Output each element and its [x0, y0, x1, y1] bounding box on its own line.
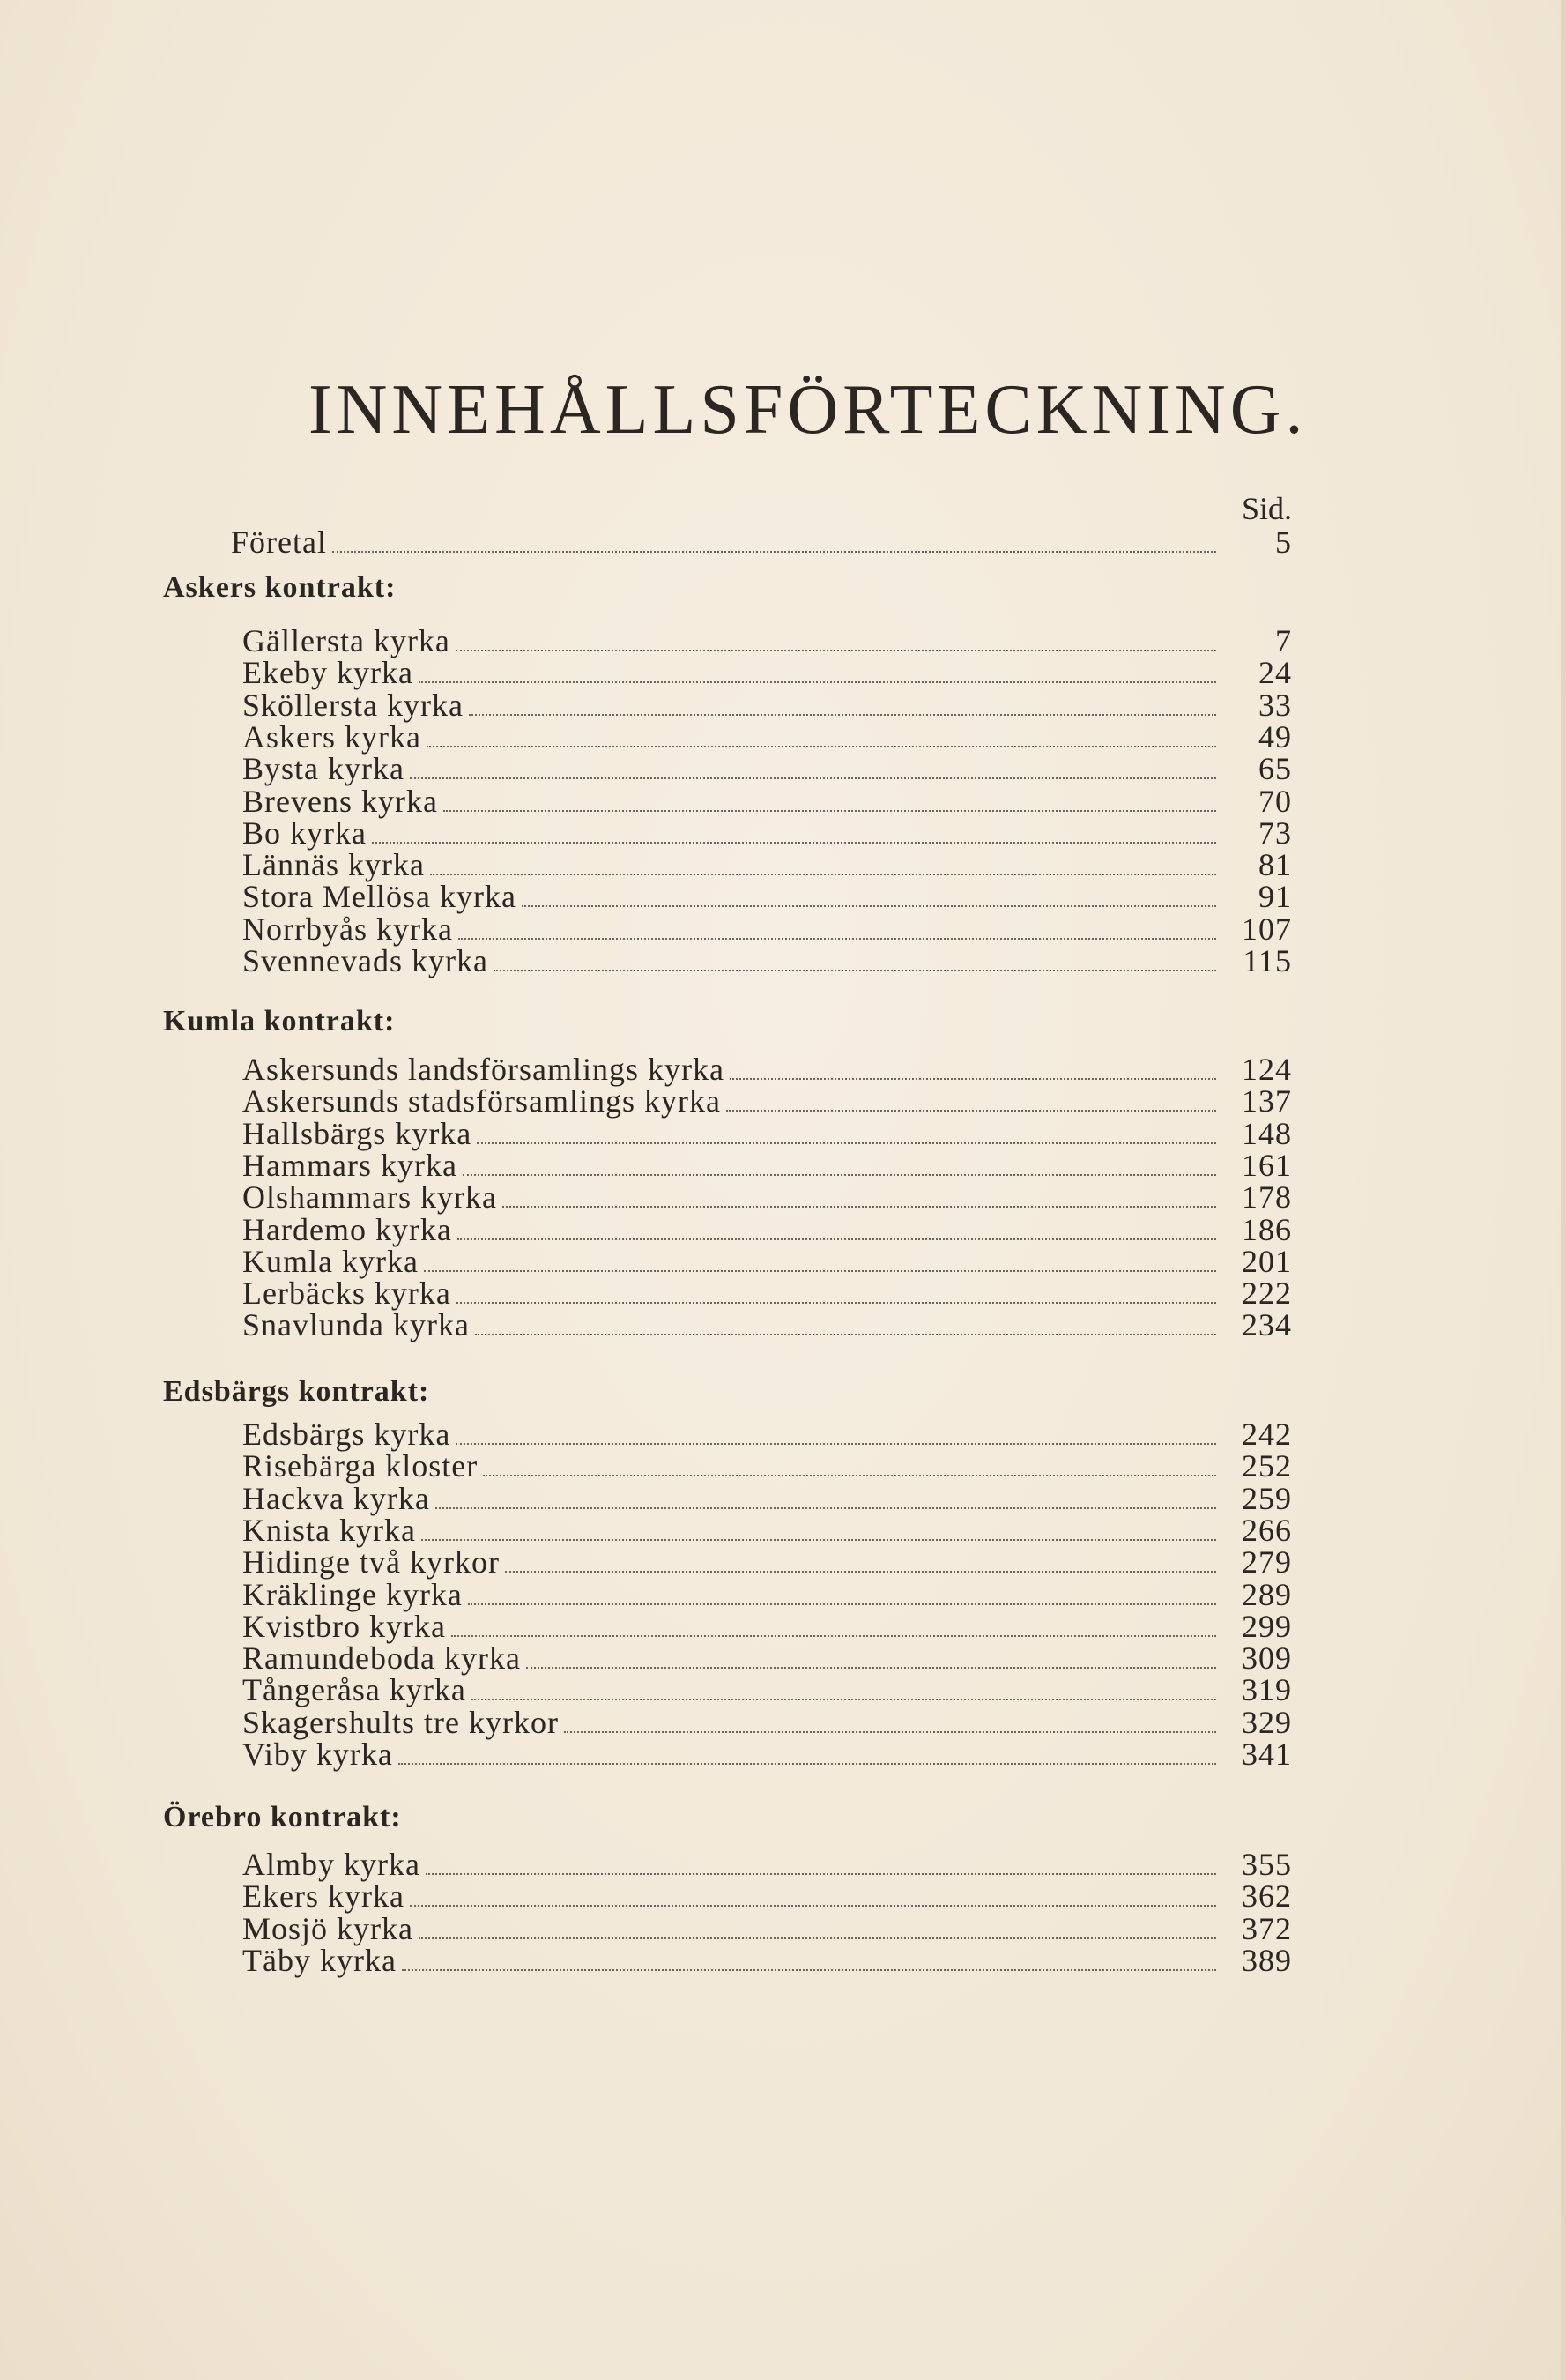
toc-entry [242, 1608, 1292, 1644]
page-edge [1561, 0, 1566, 2380]
toc-entry-page: 24 [1258, 655, 1292, 691]
toc-entry [242, 1512, 1292, 1548]
page-column-header: Sid. [1241, 491, 1292, 526]
toc-entry-page: 115 [1243, 943, 1292, 978]
toc-entry-label: Snavlunda kyrka [242, 1307, 470, 1343]
toc-entry [242, 1942, 1292, 1978]
toc-entry [242, 814, 1292, 851]
dot-leader [564, 1731, 1216, 1733]
dot-leader [522, 905, 1216, 907]
toc-entry-page: 201 [1242, 1243, 1292, 1279]
toc-entry [242, 1275, 1292, 1312]
toc-entry [242, 1115, 1292, 1149]
toc-entry-label: Risebärga kloster [242, 1448, 479, 1484]
dot-leader [421, 1539, 1216, 1541]
dot-leader [475, 1334, 1216, 1335]
toc-entry [242, 1910, 1292, 1944]
toc-entry-page: 222 [1242, 1276, 1292, 1312]
dot-leader [458, 938, 1216, 940]
toc-entry-label: Ramundeboda kyrka [242, 1640, 521, 1677]
toc-entry-label: Hammars kyrka [242, 1147, 457, 1183]
toc-entry-page: 309 [1242, 1640, 1292, 1677]
dot-leader [526, 1667, 1216, 1669]
toc-entry-page: 5 [1275, 524, 1292, 560]
dot-leader [730, 1078, 1216, 1080]
section-heading: Örebro kontrakt: [163, 1801, 402, 1833]
toc-entry-page: 186 [1242, 1211, 1292, 1247]
toc-entry [242, 1051, 1292, 1087]
toc-entry [242, 1480, 1292, 1514]
dot-leader [457, 1238, 1216, 1240]
dot-leader [402, 1969, 1216, 1971]
section-heading: Askers kontrakt: [163, 571, 397, 604]
dot-leader [468, 1603, 1216, 1605]
toc-entry-page: 252 [1242, 1448, 1292, 1484]
toc-entry-label: Bysta kyrka [242, 751, 404, 787]
dot-leader [398, 1763, 1216, 1765]
dot-leader [505, 1571, 1216, 1573]
toc-entry [242, 1306, 1292, 1343]
dot-leader [456, 650, 1216, 651]
toc-entry [242, 1736, 1292, 1772]
toc-entry-page: 178 [1242, 1179, 1292, 1216]
toc-entry-label: Täby kyrka [242, 1942, 397, 1978]
dot-leader [483, 1475, 1216, 1476]
toc-entry-page: 266 [1242, 1512, 1292, 1548]
dot-leader [456, 1302, 1216, 1304]
dot-leader [435, 1507, 1216, 1509]
toc-entry-page: 33 [1258, 687, 1292, 723]
toc-entry [242, 911, 1292, 947]
dot-leader [469, 714, 1216, 716]
toc-entry [242, 1447, 1292, 1484]
toc-entry-label: Sköllersta kyrka [242, 687, 464, 723]
toc-entry [242, 1243, 1292, 1279]
toc-entry [242, 1082, 1292, 1119]
toc-entry [242, 1179, 1292, 1216]
toc-entry-label: Hackva kyrka [242, 1480, 430, 1516]
dot-leader [726, 1110, 1216, 1112]
toc-entry [242, 1640, 1292, 1677]
toc-entry-page: 7 [1275, 623, 1292, 658]
toc-entry-page: 81 [1258, 847, 1292, 883]
toc-entry [242, 1416, 1292, 1452]
section-heading: Edsbärgs kontrakt: [163, 1375, 430, 1408]
toc-entry [242, 1576, 1292, 1610]
toc-entry-page: 137 [1242, 1083, 1292, 1119]
toc-entry-page: 161 [1242, 1147, 1292, 1183]
toc-entry [242, 622, 1292, 656]
toc-entry [242, 687, 1292, 723]
dot-leader [410, 1905, 1216, 1907]
toc-entry-page: 124 [1242, 1052, 1292, 1087]
toc-entry-page: 279 [1242, 1544, 1292, 1580]
dot-leader [443, 810, 1216, 812]
toc-entry [242, 878, 1292, 915]
toc-entry-label: Knista kyrka [242, 1512, 416, 1548]
toc-entry-label: Ekers kyrka [242, 1878, 404, 1915]
toc-entry-page: 259 [1242, 1480, 1292, 1516]
toc-entry-label: Företal [231, 524, 327, 560]
toc-entry-label: Viby kyrka [242, 1737, 393, 1772]
dot-leader [424, 1270, 1216, 1272]
toc-entry-label: Svennevads kyrka [242, 943, 488, 978]
toc-entry-page: 107 [1242, 911, 1292, 947]
toc-entry [242, 1878, 1292, 1915]
dot-leader [426, 1873, 1216, 1875]
toc-entry [242, 1211, 1292, 1245]
toc-entry-label: Kumla kyrka [242, 1243, 419, 1279]
toc-entry-page: 73 [1258, 814, 1292, 851]
dot-leader [419, 1937, 1216, 1939]
toc-entry-label: Ekeby kyrka [242, 655, 413, 691]
toc-entry [242, 1671, 1292, 1708]
toc-entry-label: Skagershults tre kyrkor [242, 1704, 559, 1740]
dot-leader [372, 842, 1216, 844]
dot-leader [410, 777, 1216, 779]
toc-entry-page: 65 [1258, 751, 1292, 787]
toc-entry [231, 524, 1292, 560]
toc-entry [242, 783, 1292, 819]
toc-entry-page: 70 [1258, 783, 1292, 819]
toc-entry-label: Brevens kyrka [242, 783, 438, 819]
page-title: INNEHÅLLSFÖRTECKNING. [308, 371, 1308, 449]
dot-leader [430, 874, 1216, 875]
toc-entry [242, 1543, 1292, 1580]
toc-entry-label: Mosjö kyrka [242, 1910, 413, 1946]
toc-entry-label: Askers kyrka [242, 718, 421, 755]
toc-entry-page: 341 [1242, 1737, 1292, 1772]
toc-entry-label: Stora Mellösa kyrka [242, 879, 516, 915]
toc-entry-page: 372 [1242, 1910, 1292, 1946]
dot-leader [494, 970, 1216, 971]
toc-entry-label: Tångeråsa kyrka [242, 1672, 466, 1708]
dot-leader [463, 1174, 1216, 1176]
toc-entry-label: Lerbäcks kyrka [242, 1276, 451, 1312]
dot-leader [456, 1443, 1216, 1445]
toc-entry-page: 49 [1258, 718, 1292, 755]
toc-entry-label: Askersunds stadsförsamlings kyrka [242, 1083, 721, 1119]
toc-entry-label: Hardemo kyrka [242, 1211, 452, 1247]
dot-leader [332, 551, 1216, 553]
toc-entry-label: Norrbyås kyrka [242, 911, 453, 947]
dot-leader [471, 1699, 1216, 1700]
toc-entry-page: 289 [1242, 1576, 1292, 1612]
toc-entry-page: 362 [1242, 1878, 1292, 1915]
toc-entry [242, 1846, 1292, 1882]
toc-entry [242, 1147, 1292, 1183]
toc-entry-label: Kräklinge kyrka [242, 1576, 463, 1612]
toc-entry-page: 242 [1242, 1417, 1292, 1452]
toc-entry-page: 234 [1242, 1307, 1292, 1343]
toc-entry-label: Almby kyrka [242, 1847, 420, 1882]
toc-entry [242, 750, 1292, 787]
toc-entry [242, 942, 1292, 976]
toc-entry [242, 1704, 1292, 1740]
toc-entry-page: 319 [1242, 1672, 1292, 1708]
dot-leader [427, 746, 1216, 747]
toc-entry-page: 299 [1242, 1608, 1292, 1644]
toc-entry [242, 718, 1292, 755]
toc-entry-label: Gällersta kyrka [242, 623, 450, 658]
dot-leader [477, 1142, 1216, 1144]
toc-entry-label: Hallsbärgs kyrka [242, 1115, 472, 1151]
toc-entry-page: 91 [1258, 879, 1292, 915]
section-heading: Kumla kontrakt: [163, 1005, 396, 1038]
toc-entry-label: Lännäs kyrka [242, 847, 425, 883]
toc-entry-label: Olshammars kyrka [242, 1179, 497, 1216]
toc-entry-page: 355 [1242, 1847, 1292, 1882]
toc-entry [242, 846, 1292, 883]
toc-entry-page: 148 [1242, 1115, 1292, 1151]
dot-leader [419, 681, 1216, 683]
dot-leader [451, 1635, 1216, 1637]
toc-entry-label: Bo kyrka [242, 814, 367, 851]
toc-entry-label: Askersunds landsförsamlings kyrka [242, 1052, 724, 1087]
toc-entry-page: 329 [1242, 1704, 1292, 1740]
dot-leader [502, 1206, 1216, 1208]
toc-entry-label: Edsbärgs kyrka [242, 1417, 451, 1452]
toc-entry-page: 389 [1242, 1942, 1292, 1978]
toc-entry-label: Hidinge två kyrkor [242, 1544, 500, 1580]
toc-entry-label: Kvistbro kyrka [242, 1608, 446, 1644]
toc-entry [242, 654, 1292, 691]
